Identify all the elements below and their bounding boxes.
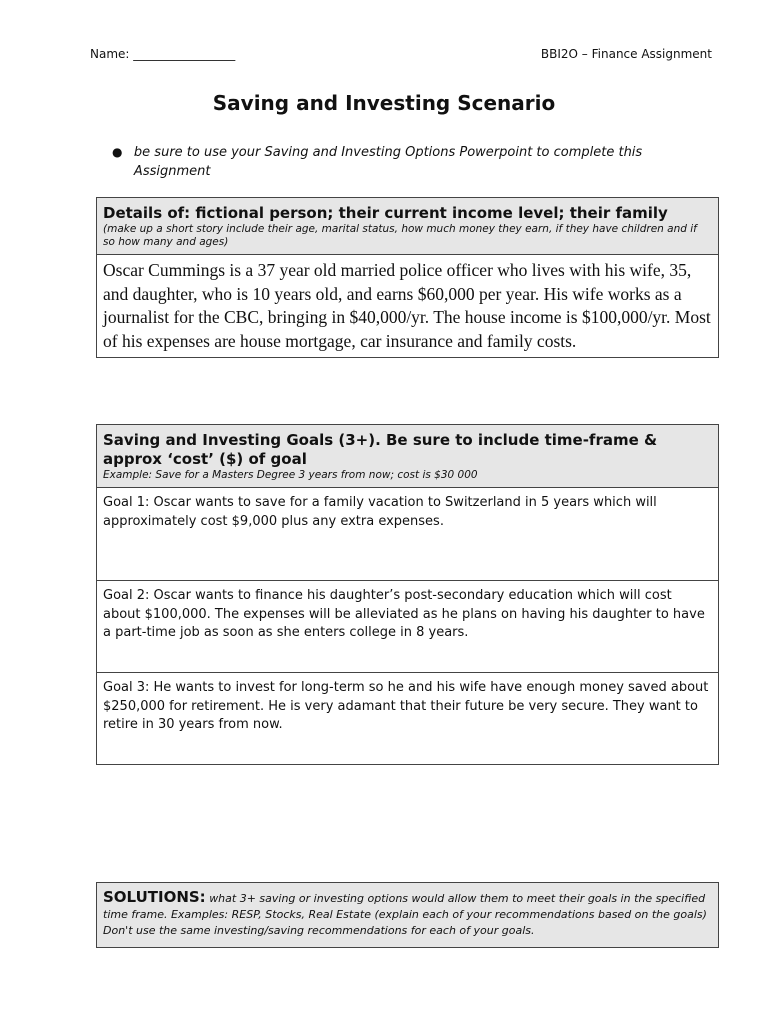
solutions-label: SOLUTIONS:: [103, 888, 206, 906]
solutions-box: [96, 882, 719, 948]
course-label: BBI2O – Finance Assignment: [540, 47, 712, 61]
instruction-bullet: [112, 143, 672, 181]
instruction-text: be sure to use your Saving and Investing Options Powerpoint to complete this Assignment: [133, 145, 643, 179]
solutions-text: what 3+ saving or investing options would allow them to meet their goals in the specified time frame. Examples: RESP, Stocks, Real Estate (explain each of your recommendations based on the goals) Don't use the same investing/saving recommendations for each of your goals.: [103, 892, 707, 937]
name-field-label: Name: _________________: [90, 47, 236, 61]
goals-header: [97, 425, 718, 488]
details-box: [96, 197, 719, 358]
details-subheading: (make up a short story include their age, marital status, how much money they earn, if they have children and if so how many and ages): [103, 223, 697, 248]
details-story: Oscar Cummings is a 37 year old married police officer who lives with his wife, 35, and daughter, who is 10 years old, and earns $60,000 per year. His wife works as a journalist for the CBC, bringing in $40,000/yr. The house income is $100,000/yr. Most of his expenses are house mortgage, car insurance and family costs.: [103, 260, 711, 351]
goal-item: Goal 2: Oscar wants to finance his daughter’s post-secondary education which will cost about $100,000. The expenses will be alleviated as he plans on having his daughter to have a part-time job as soon as she enters college in 8 years.: [97, 580, 718, 672]
goal-item: Goal 1: Oscar wants to save for a family vacation to Switzerland in 5 years which will approximately cost $9,000 plus any extra expenses.: [103, 495, 657, 529]
bullet-icon: ●: [112, 145, 123, 159]
details-heading: Details of: fictional person; their current income level; their family: [103, 204, 668, 222]
details-header: [97, 198, 718, 255]
goals-heading: Saving and Investing Goals (3+). Be sure to include time-frame & approx ‘cost’ ($) of goal: [103, 431, 658, 468]
goal-item: Goal 3: He wants to invest for long-term so he and his wife have enough money saved about $250,000 for retirement. He is very adamant that their future be very secure. They want to retire in 30 years from now.: [97, 672, 718, 764]
goals-example: Example: Save for a Masters Degree 3 years from now; cost is $30 000: [103, 469, 478, 481]
page-title: Saving and Investing Scenario: [212, 91, 556, 115]
goals-box: [96, 424, 719, 765]
